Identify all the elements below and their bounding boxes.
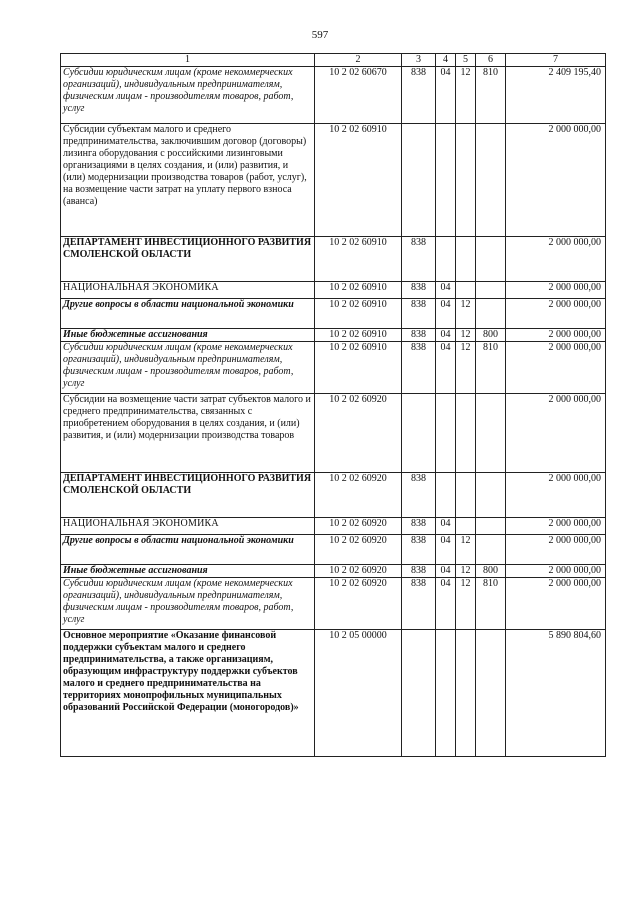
row-name-cell: НАЦИОНАЛЬНАЯ ЭКОНОМИКА xyxy=(61,282,315,299)
row-col5-cell xyxy=(456,394,476,473)
row-col4-cell xyxy=(436,630,456,757)
row-sum-cell: 2 000 000,00 xyxy=(506,282,606,299)
row-sum-cell: 2 000 000,00 xyxy=(506,124,606,237)
row-name-cell: Другие вопросы в области национальной экономики xyxy=(61,299,315,329)
row-code-cell: 10 2 02 60920 xyxy=(315,473,402,518)
row-col4-cell: 04 xyxy=(436,282,456,299)
row-code-cell: 10 2 02 60910 xyxy=(315,342,402,394)
row-col4-cell: 04 xyxy=(436,299,456,329)
row-col3-cell xyxy=(402,394,436,473)
table-row xyxy=(61,578,606,630)
row-name-cell: Субсидии юридическим лицам (кроме некоммерческих организаций), индивидуальным предпринимателям, физическим лицам - производителям товаров, работ, услуг xyxy=(61,578,315,630)
row-col3-cell: 838 xyxy=(402,342,436,394)
row-col5-cell xyxy=(456,237,476,282)
row-name-cell: Субсидии юридическим лицам (кроме некоммерческих организаций), индивидуальным предпринимателям, физическим лицам - производителям товаров, работ, услуг xyxy=(61,67,315,124)
table-row xyxy=(61,630,606,757)
row-col4-cell: 04 xyxy=(436,67,456,124)
table-row xyxy=(61,342,606,394)
table-header-row xyxy=(61,54,606,67)
row-col4-cell xyxy=(436,473,456,518)
row-col5-cell xyxy=(456,473,476,518)
row-col6-cell xyxy=(476,473,506,518)
row-col6-cell xyxy=(476,394,506,473)
row-col5-cell: 12 xyxy=(456,535,476,565)
row-col4-cell: 04 xyxy=(436,535,456,565)
row-col3-cell: 838 xyxy=(402,329,436,342)
row-name-cell: Субсидии субъектам малого и среднего предпринимательства, заключившим договор (договоры) лизинга оборудования с российскими лизинговыми организациями в целях создания, и (или) развития, и (или) модернизации производства товаров (работ, услуг), на возмещение части затрат на уплату первого взноса (аванса) xyxy=(61,124,315,237)
row-code-cell: 10 2 02 60920 xyxy=(315,394,402,473)
header-cell-3: 3 xyxy=(402,54,436,67)
row-col4-cell xyxy=(436,394,456,473)
table-row xyxy=(61,124,606,237)
row-col5-cell: 12 xyxy=(456,329,476,342)
table-row xyxy=(61,299,606,329)
row-name-cell: ДЕПАРТАМЕНТ ИНВЕСТИЦИОННОГО РАЗВИТИЯ СМОЛЕНСКОЙ ОБЛАСТИ xyxy=(61,473,315,518)
row-col3-cell: 838 xyxy=(402,578,436,630)
table-row xyxy=(61,237,606,282)
row-code-cell: 10 2 02 60910 xyxy=(315,282,402,299)
header-cell-4: 4 xyxy=(436,54,456,67)
row-code-cell: 10 2 02 60920 xyxy=(315,518,402,535)
row-col3-cell xyxy=(402,124,436,237)
row-col3-cell: 838 xyxy=(402,535,436,565)
row-name-cell: Субсидии на возмещение части затрат субъектов малого и среднего предпринимательства, связанных с приобретением оборудования в целях создания, и (или) развития, и (или) модернизации производства товаров xyxy=(61,394,315,473)
row-code-cell: 10 2 02 60910 xyxy=(315,237,402,282)
row-col5-cell: 12 xyxy=(456,578,476,630)
row-col3-cell: 838 xyxy=(402,473,436,518)
row-name-cell: Иные бюджетные ассигнования xyxy=(61,329,315,342)
row-col3-cell: 838 xyxy=(402,67,436,124)
row-col6-cell xyxy=(476,535,506,565)
row-col3-cell: 838 xyxy=(402,299,436,329)
row-sum-cell: 2 000 000,00 xyxy=(506,518,606,535)
row-col4-cell: 04 xyxy=(436,342,456,394)
row-col3-cell: 838 xyxy=(402,237,436,282)
row-col5-cell: 12 xyxy=(456,299,476,329)
row-col5-cell: 12 xyxy=(456,565,476,578)
row-col5-cell xyxy=(456,282,476,299)
table-row xyxy=(61,473,606,518)
table-row xyxy=(61,329,606,342)
row-sum-cell: 5 890 804,60 xyxy=(506,630,606,757)
row-col5-cell: 12 xyxy=(456,67,476,124)
row-col4-cell: 04 xyxy=(436,518,456,535)
row-code-cell: 10 2 02 60910 xyxy=(315,299,402,329)
header-cell-6: 6 xyxy=(476,54,506,67)
row-sum-cell: 2 000 000,00 xyxy=(506,237,606,282)
row-sum-cell: 2 000 000,00 xyxy=(506,578,606,630)
row-sum-cell: 2 000 000,00 xyxy=(506,535,606,565)
row-col5-cell xyxy=(456,518,476,535)
header-cell-2: 2 xyxy=(315,54,402,67)
row-sum-cell: 2 000 000,00 xyxy=(506,473,606,518)
row-col6-cell: 810 xyxy=(476,342,506,394)
row-sum-cell: 2 000 000,00 xyxy=(506,342,606,394)
row-code-cell: 10 2 02 60910 xyxy=(315,329,402,342)
row-col4-cell: 04 xyxy=(436,578,456,630)
budget-table xyxy=(60,53,606,757)
table-row xyxy=(61,394,606,473)
row-code-cell: 10 2 02 60670 xyxy=(315,67,402,124)
row-sum-cell: 2 000 000,00 xyxy=(506,394,606,473)
row-col3-cell: 838 xyxy=(402,282,436,299)
row-col6-cell xyxy=(476,237,506,282)
row-col4-cell xyxy=(436,124,456,237)
row-col3-cell: 838 xyxy=(402,565,436,578)
row-col4-cell: 04 xyxy=(436,565,456,578)
page-number: 597 xyxy=(311,29,329,41)
row-col3-cell: 838 xyxy=(402,518,436,535)
row-code-cell: 10 2 02 60920 xyxy=(315,535,402,565)
row-name-cell: Иные бюджетные ассигнования xyxy=(61,565,315,578)
row-name-cell: НАЦИОНАЛЬНАЯ ЭКОНОМИКА xyxy=(61,518,315,535)
row-col5-cell xyxy=(456,124,476,237)
row-col5-cell: 12 xyxy=(456,342,476,394)
row-name-cell: ДЕПАРТАМЕНТ ИНВЕСТИЦИОННОГО РАЗВИТИЯ СМОЛЕНСКОЙ ОБЛАСТИ xyxy=(61,237,315,282)
row-code-cell: 10 2 02 60920 xyxy=(315,578,402,630)
row-col3-cell xyxy=(402,630,436,757)
row-code-cell: 10 2 02 60920 xyxy=(315,565,402,578)
header-cell-7: 7 xyxy=(506,54,606,67)
row-col6-cell: 800 xyxy=(476,329,506,342)
row-col6-cell: 810 xyxy=(476,578,506,630)
row-col6-cell: 800 xyxy=(476,565,506,578)
row-name-cell: Субсидии юридическим лицам (кроме некоммерческих организаций), индивидуальным предпринимателям, физическим лицам - производителям товаров, работ, услуг xyxy=(61,342,315,394)
row-col5-cell xyxy=(456,630,476,757)
row-sum-cell: 2 000 000,00 xyxy=(506,565,606,578)
row-col4-cell: 04 xyxy=(436,329,456,342)
row-col4-cell xyxy=(436,237,456,282)
table-row xyxy=(61,518,606,535)
row-sum-cell: 2 409 195,40 xyxy=(506,67,606,124)
table-row xyxy=(61,535,606,565)
row-col6-cell xyxy=(476,282,506,299)
table-row xyxy=(61,565,606,578)
row-name-cell: Другие вопросы в области национальной экономики xyxy=(61,535,315,565)
row-code-cell: 10 2 02 60910 xyxy=(315,124,402,237)
row-col6-cell xyxy=(476,124,506,237)
row-sum-cell: 2 000 000,00 xyxy=(506,299,606,329)
header-cell-5: 5 xyxy=(456,54,476,67)
header-cell-1: 1 xyxy=(61,54,315,67)
row-code-cell: 10 2 05 00000 xyxy=(315,630,402,757)
row-col6-cell xyxy=(476,518,506,535)
row-sum-cell: 2 000 000,00 xyxy=(506,329,606,342)
row-name-cell: Основное мероприятие «Оказание финансовой поддержки субъектам малого и среднего предпринимательства, а также организациям, образующим инфраструктуру поддержки субъектов малого и среднего предпринимательства на территориях монопрофильных муниципальных образований Российской Федерации (моногородов)» xyxy=(61,630,315,757)
row-col6-cell: 810 xyxy=(476,67,506,124)
table-row xyxy=(61,282,606,299)
row-col6-cell xyxy=(476,299,506,329)
row-col6-cell xyxy=(476,630,506,757)
table-row xyxy=(61,67,606,124)
